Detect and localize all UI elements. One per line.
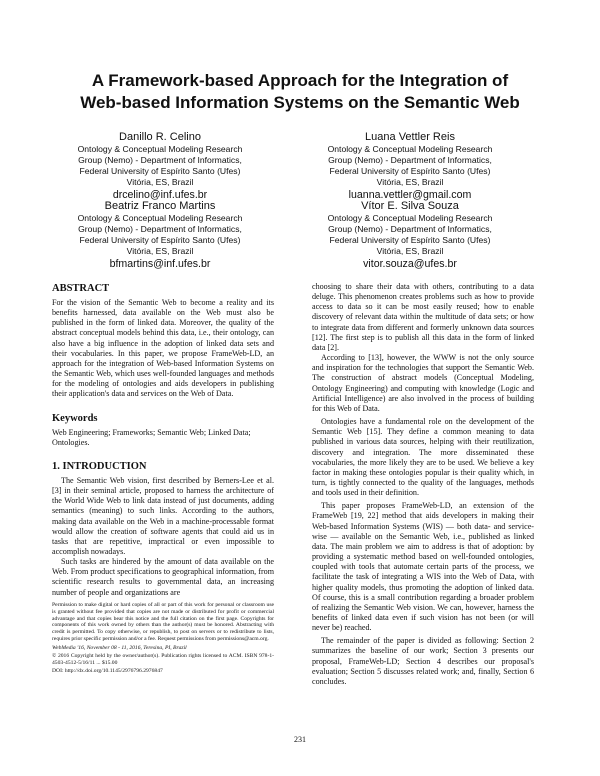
author-affiliation: Federal University of Espírito Santo (Ufes) — [329, 166, 491, 176]
author-affiliation: Ontology & Conceptual Modeling Research — [327, 213, 493, 223]
body-paragraph: choosing to share their data with others, contributing to a data deluge. This phenomenon creates problems such as how to provide access to data so it can be most easily reused; how to enable discovery of relevant data within the multitude of data sets; or how to integrate data from different and formerly unknown data sources [12]. The first step is to publish all this data in the form of linked data [2]. — [312, 282, 534, 352]
author-name: Luana Vettler Reis — [365, 131, 455, 143]
author-email: vitor.souza@ufes.br — [363, 258, 457, 270]
conference-line: WebMedia '16, November 08 - 11, 2016, Teresina, PI, Brazil — [52, 645, 187, 652]
copyright-line: © 2016 Copyright held by the owner/author(s). Publication rights licensed to ACM. ISBN 978-1-4503-4512-5/16/11 ... $15.00 — [52, 653, 274, 666]
author-block — [50, 130, 270, 202]
body-paragraph: The remainder of the paper is divided as following: Section 2 summarizes the baseline of our work; Section 3 presents our proposal, FrameWeb-LD; Section 4 describes our proposal's evaluation; Section 5 discusses related work; and, finally, Section 6 concludes. — [312, 636, 534, 686]
author-name: Beatriz Franco Martins — [104, 200, 216, 212]
body-paragraph: Ontologies have a fundamental role on the development of the Semantic Web [15]. They define a common meaning to data published in various data sources, helping with their reutilization, discovery and integration. The more disseminated these vocabularies, the more likely they are to be used. We believe a key factor in making these ontologies popular is their quality which, in turn, is tightly connected to the quality of the languages, methods and tools used in their definition. — [312, 417, 534, 498]
author-location: Vitória, ES, Brazil — [376, 177, 444, 187]
body-paragraph: This paper proposes FrameWeb-LD, an extension of the FrameWeb [19, 22] method that aids developers in making their Web-based Information Systems (WIS) — both data- and service-wise — available on the Semantic Web, i.e., published as linked data. The main problem we aim to address is that of adoption: by providing a systematic method based on well-founded ontologies, coupled with tools that automate certain parts of the process, we facilitate the task of integrating a WIS into the Web of Data, with higher quality models, thus promoting the adoption of linked data. Of course, this is a small contribution regarding a broader problem of realizing the Semantic Web vision. We can, however, harness the benefits of linked data even if such vision has not been (or will never be) reached. — [312, 501, 534, 633]
author-affiliation: Federal University of Espírito Santo (Ufes) — [79, 235, 241, 245]
abstract-heading: ABSTRACT — [52, 283, 110, 294]
author-location: Vitória, ES, Brazil — [126, 177, 194, 187]
keywords-heading: Keywords — [52, 412, 98, 424]
author-location: Vitória, ES, Brazil — [376, 246, 444, 256]
title-line-2: Web-based Information Systems on the Semantic Web — [80, 93, 520, 112]
author-email: bfmartins@inf.ufes.br — [109, 258, 211, 270]
title-line-1: A Framework-based Approach for the Integration of — [91, 71, 509, 90]
author-affiliation: Group (Nemo) - Department of Informatics, — [328, 155, 492, 165]
author-affiliation: Federal University of Espírito Santo (Ufes) — [329, 235, 491, 245]
author-affiliation: Ontology & Conceptual Modeling Research — [327, 144, 493, 154]
left-column — [52, 282, 274, 675]
author-affiliation: Group (Nemo) - Department of Informatics, — [328, 224, 492, 234]
intro-paragraph: The Semantic Web vision, first described by Berners-Lee et al. [3] in their seminal article, proposed to harness the architecture of the World Wide Web to link data instead of just documents, adding semantics (meaning) to such links. According to the authors, making data available on the Web in a machine-processable format would allow the creation of software agents that could aid us in tasks that are repetitive, impractical or even impossible to accomplish nowadays. — [52, 475, 274, 556]
author-email: drcelino@inf.ufes.br — [112, 189, 208, 201]
body-paragraph: According to [13], however, the WWW is not the only source and inspiration for the technologies that support the Semantic Web. The construction of abstract models (Conceptual Modeling, Ontology Engineering) and computing with knowledge (Logic and Artificial Intelligence) are also involved in the process of building for this Web of Data. — [312, 353, 534, 413]
author-block — [50, 199, 270, 271]
author-affiliation: Ontology & Conceptual Modeling Research — [77, 213, 243, 223]
abstract-text: For the vision of the Semantic Web to become a reality and its benefits harnessed, data available on the Web must also be published in the form of linked data. Moreover, the quality of the abstract conceptual models behind this data, i.e., their ontology, can also have a big influence in the adoption of linked data sets and their vocabularies. In this paper, we propose FrameWeb-LD, an approach for the integration of Web-based Information Systems on the Semantic Web, which uses well-founded languages and methods for the modeling of ontologies and aids developers in publishing their application's data and services on the Web of Data. — [52, 298, 274, 399]
permission-notice: Permission to make digital or hard copies of all or part of this work for personal or classroom use is granted without fee provided that copies are not made or distributed for profit or commercial advantage and that copies bear this notice and the full citation on the first page. Copyrights for components of this work owned by others than the author(s) must be honored. Abstracting with credit is permitted. To copy otherwise, or republish, to post on servers or to redistribute to lists, requires prior specific permission and/or a fee. Request permissions from permissions@acm.org. — [52, 601, 274, 643]
author-name: Vítor E. Silva Souza — [361, 200, 459, 212]
paper-title — [40, 70, 560, 114]
author-affiliation: Ontology & Conceptual Modeling Research — [77, 144, 243, 154]
author-affiliation: Group (Nemo) - Department of Informatics, — [78, 155, 242, 165]
author-affiliation: Federal University of Espírito Santo (Ufes) — [79, 166, 241, 176]
page-number: 231 — [294, 735, 306, 744]
author-location: Vitória, ES, Brazil — [126, 246, 194, 256]
author-block — [300, 199, 520, 271]
introduction-heading: 1. INTRODUCTION — [52, 460, 147, 472]
doi-link[interactable]: DOI: http://dx.doi.org/10.1145/2976796.2976847 — [52, 667, 163, 674]
author-block — [300, 130, 520, 202]
author-email: luanna.vettler@gmail.com — [348, 189, 472, 201]
author-name: Danillo R. Celino — [119, 131, 201, 143]
keywords-text: Web Engineering; Frameworks; Semantic Web; Linked Data; Ontologies. — [52, 427, 251, 447]
right-column — [312, 282, 534, 687]
intro-paragraph: Such tasks are hindered by the amount of data available on the Web. From product specifications to geographical information, from scientific research results to governmental data, an increasing number of people and organizations are — [52, 557, 274, 597]
author-affiliation: Group (Nemo) - Department of Informatics, — [78, 224, 242, 234]
